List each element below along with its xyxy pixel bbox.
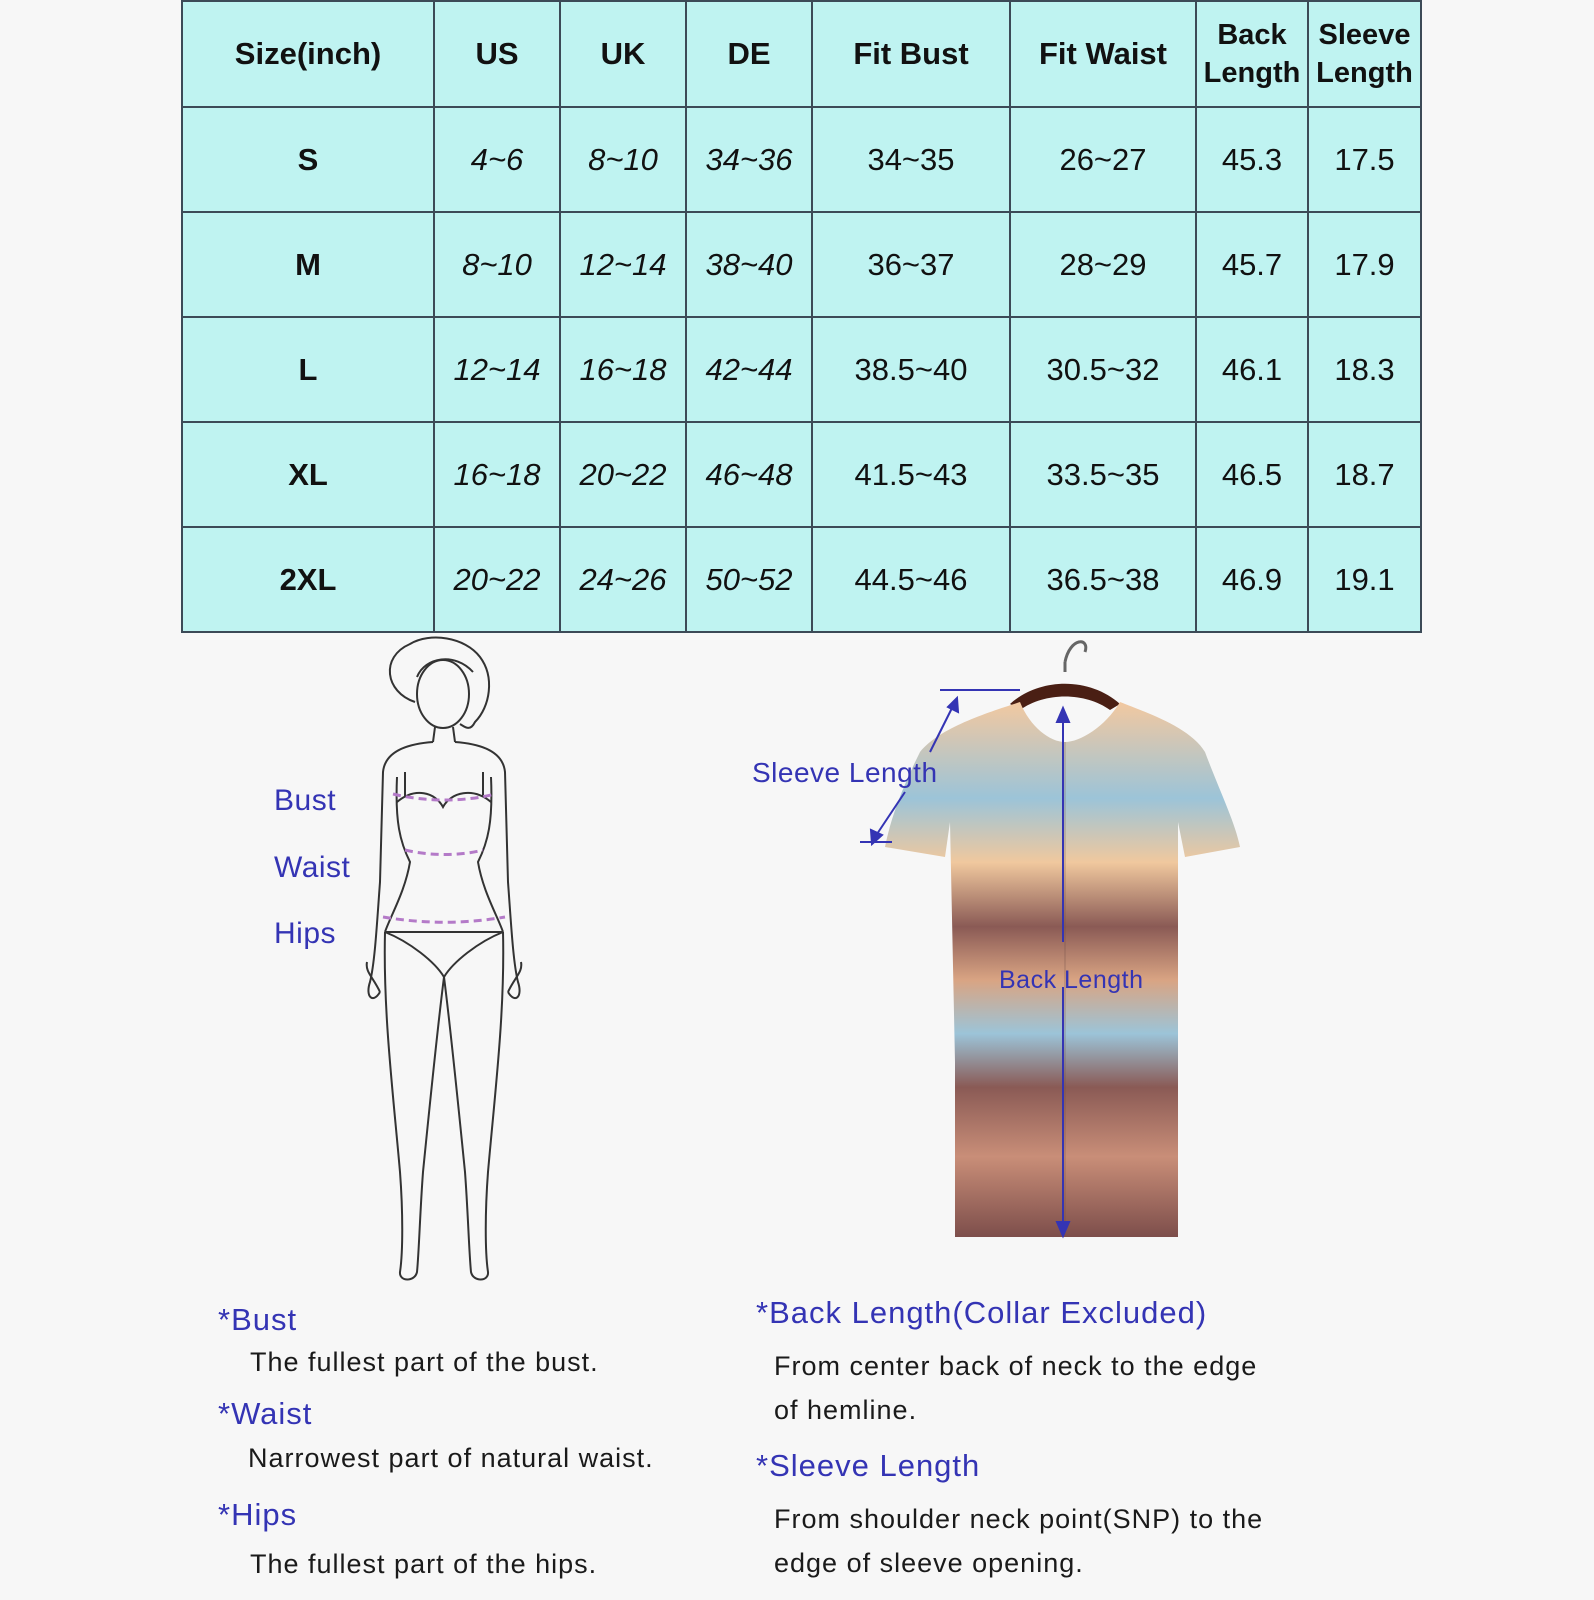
cell-back: 46.5 [1196,422,1308,527]
cell-us: 8~10 [434,212,560,317]
header-de: DE [686,1,812,107]
cell-sleeve: 17.5 [1308,107,1421,212]
cell-uk: 20~22 [560,422,686,527]
hips-note-body: The fullest part of the hips. [250,1549,598,1579]
body-figure-illustration [355,632,545,1302]
table-row [182,422,1421,527]
cell-bust: 38.5~40 [812,317,1010,422]
cell-de: 46~48 [686,422,812,527]
sleeve-length-note-body-2: edge of sleeve opening. [774,1548,1084,1578]
hanger-icon [1010,642,1120,710]
header-us: US [434,1,560,107]
cell-us: 16~18 [434,422,560,527]
cell-size: 2XL [182,527,434,632]
cell-bust: 44.5~46 [812,527,1010,632]
cell-back: 45.3 [1196,107,1308,212]
cell-de: 50~52 [686,527,812,632]
back-length-note-title: *Back Length(Collar Excluded) [756,1295,1208,1330]
hips-measure-line [383,917,505,922]
header-sleeve-length: Sleeve Length [1308,1,1421,107]
cell-us: 12~14 [434,317,560,422]
cell-uk: 12~14 [560,212,686,317]
cell-size: XL [182,422,434,527]
cell-size: M [182,212,434,317]
table-row [182,527,1421,632]
back-length-note-body-2: of hemline. [774,1395,918,1425]
table-row [182,317,1421,422]
header-back-length: Back Length [1196,1,1308,107]
cell-waist: 33.5~35 [1010,422,1196,527]
waist-note-body: Narrowest part of natural waist. [248,1443,654,1473]
bust-note-body: The fullest part of the bust. [250,1347,599,1377]
sleeve-length-note-body-1: From shoulder neck point(SNP) to the [774,1504,1264,1534]
table-row [182,212,1421,317]
cell-uk: 8~10 [560,107,686,212]
cell-de: 38~40 [686,212,812,317]
back-length-label: Back Length [999,966,1144,994]
cell-waist: 28~29 [1010,212,1196,317]
cell-waist: 36.5~38 [1010,527,1196,632]
cell-sleeve: 18.3 [1308,317,1421,422]
hips-label: Hips [274,917,337,950]
size-chart-table [181,0,1422,633]
header-fit-bust: Fit Bust [812,1,1010,107]
back-length-note-body-1: From center back of neck to the edge [774,1351,1258,1381]
bust-note-title: *Bust [218,1302,298,1337]
header-fit-waist: Fit Waist [1010,1,1196,107]
sleeve-length-label: Sleeve Length [752,757,938,788]
waist-label: Waist [274,851,351,884]
cell-bust: 41.5~43 [812,422,1010,527]
cell-bust: 36~37 [812,212,1010,317]
cell-back: 45.7 [1196,212,1308,317]
waist-note-title: *Waist [218,1396,313,1431]
table-header-row [182,1,1421,107]
header-uk: UK [560,1,686,107]
cell-sleeve: 18.7 [1308,422,1421,527]
cell-size: L [182,317,434,422]
cell-uk: 24~26 [560,527,686,632]
garment-illustration [860,632,1280,1272]
hips-note-title: *Hips [218,1497,298,1532]
cell-de: 34~36 [686,107,812,212]
cell-sleeve: 19.1 [1308,527,1421,632]
waist-measure-line [405,850,483,855]
cell-de: 42~44 [686,317,812,422]
cell-sleeve: 17.9 [1308,212,1421,317]
cell-waist: 30.5~32 [1010,317,1196,422]
cell-bust: 34~35 [812,107,1010,212]
cell-us: 20~22 [434,527,560,632]
table-row [182,107,1421,212]
cell-us: 4~6 [434,107,560,212]
cell-size: S [182,107,434,212]
bust-label: Bust [274,784,337,817]
cell-back: 46.9 [1196,527,1308,632]
sleeve-length-note-title: *Sleeve Length [756,1448,981,1483]
header-size: Size(inch) [182,1,434,107]
cell-uk: 16~18 [560,317,686,422]
cell-back: 46.1 [1196,317,1308,422]
cell-waist: 26~27 [1010,107,1196,212]
